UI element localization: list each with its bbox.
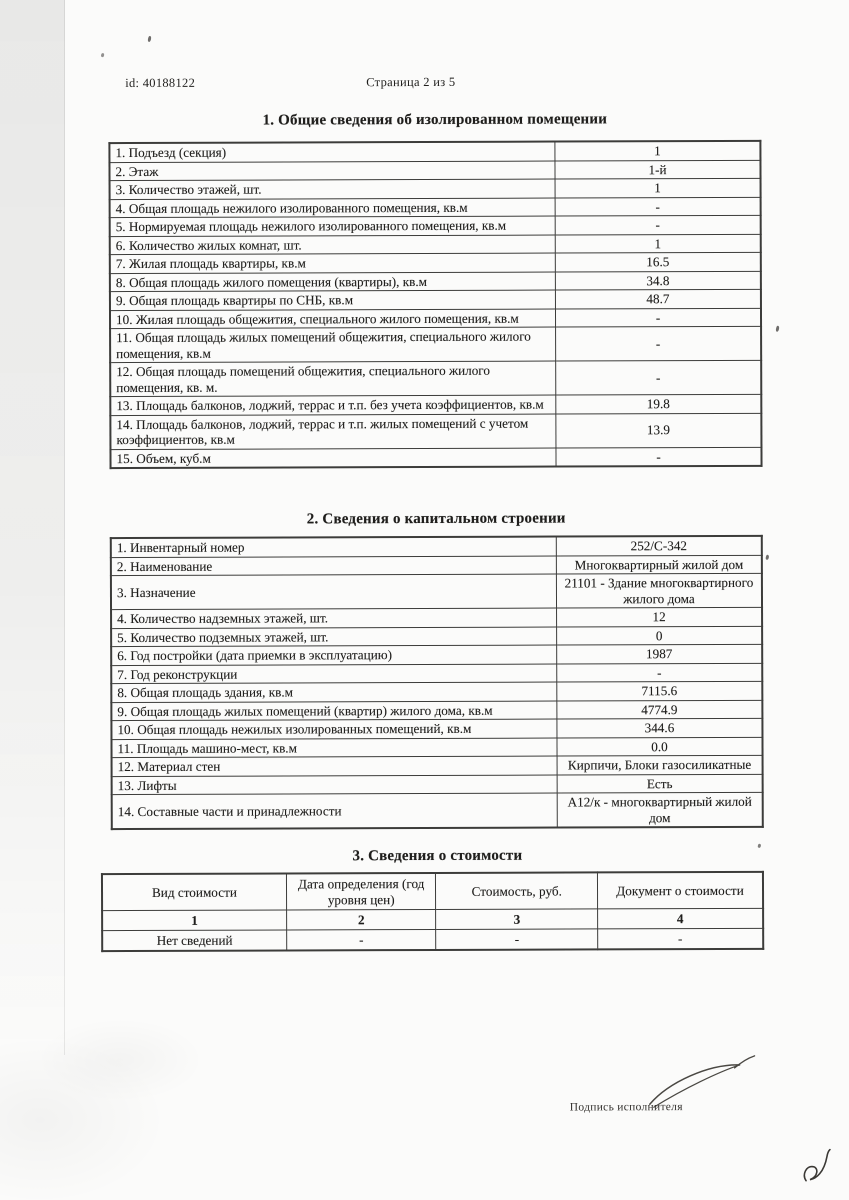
table-row: [110, 252, 761, 273]
row-value: -: [556, 360, 762, 395]
row-label: 4. Общая площадь нежилого изолированного помещения, кв.м: [110, 198, 556, 218]
cost-table-number-row: [102, 908, 763, 930]
table-row: [110, 234, 761, 255]
table-row: [111, 626, 762, 647]
row-label: 6. Год постройки (дата приемки в эксплуатацию): [111, 645, 557, 665]
table-row: [110, 178, 761, 199]
table-row: [111, 681, 762, 702]
row-label: 2. Наименование: [111, 556, 557, 576]
row-label: 1. Инвентарный номер: [111, 537, 557, 558]
row-label: 5. Нормируемая площадь нежилого изолированного помещения, кв.м: [110, 216, 556, 236]
table-row: [111, 555, 762, 576]
row-value: -: [555, 197, 761, 216]
table-row: [112, 755, 763, 776]
table-row: [111, 536, 762, 557]
table-row: [111, 718, 762, 739]
section2-title: 2. Сведения о капитальном строении: [306, 510, 566, 528]
cost-header-date: Дата определения (год уровня цен): [286, 873, 436, 910]
row-value: 16.5: [555, 252, 761, 271]
row-label: 13. Площадь балконов, лоджий, террас и т.п. без учета коэффициентов, кв.м: [110, 395, 556, 415]
cost-header-document: Документ о стоимости: [597, 872, 763, 909]
table-row: [111, 737, 762, 758]
table-row: [111, 644, 762, 665]
row-label: 7. Год реконструкции: [111, 664, 557, 684]
row-label: 9. Общая площадь квартиры по СНБ, кв.м: [110, 290, 556, 310]
handwritten-corner-mark: [800, 1149, 832, 1187]
scan-speck: [101, 53, 105, 58]
row-label: 8. Общая площадь жилого помещения (квартиры), кв.м: [110, 272, 556, 292]
row-value: 1: [555, 141, 761, 161]
table-row: [110, 215, 761, 236]
row-value: 21101 - Здание многоквартирного жилого дома: [556, 573, 762, 608]
row-value: 4774.9: [557, 700, 763, 719]
table-row: [110, 447, 761, 468]
row-label: 14. Площадь балконов, лоджий, террас и т.п. жилых помещений с учетом коэффициентов, кв.м: [110, 414, 556, 450]
row-value: А12/к - многоквартирный жилой дом: [557, 792, 763, 827]
row-label: 11. Общая площадь жилых помещений общежития, специального жилого помещения, кв.м: [110, 327, 556, 363]
row-label: 3. Количество этажей, шт.: [110, 179, 556, 199]
row-label: 1. Подъезд (секция): [109, 142, 555, 163]
row-label: 3. Назначение: [111, 574, 557, 610]
cost-header-value: Стоимость, руб.: [436, 872, 598, 909]
table-row: [111, 573, 762, 609]
table-row: [109, 141, 760, 162]
row-value: 13.9: [556, 413, 762, 448]
column-number: 3: [436, 909, 598, 930]
row-label: 10. Общая площадь нежилых изолированных помещений, кв.м: [111, 719, 557, 739]
scan-speck: [765, 555, 769, 561]
page-number-indicator: Страница 2 из 5: [366, 74, 456, 90]
row-label: 11. Площадь машино-мест, кв.м: [111, 738, 557, 758]
cost-cell: -: [287, 929, 437, 950]
table-row: [110, 197, 761, 218]
row-value: 48.7: [555, 289, 761, 308]
table-row: [110, 326, 761, 362]
row-label: 15. Объем, куб.м: [110, 448, 556, 469]
cost-cell: Нет сведений: [102, 930, 286, 951]
table-row: [110, 289, 761, 310]
table-row: [110, 413, 761, 449]
row-value: -: [556, 447, 762, 467]
row-value: Кирпичи, Блоки газосиликатные: [557, 755, 763, 774]
row-label: 8. Общая площадь здания, кв.м: [111, 682, 557, 702]
row-label: 13. Лифты: [112, 775, 558, 795]
table-row: [111, 607, 762, 628]
cost-table-header-row: [102, 872, 763, 911]
row-value: 344.6: [557, 718, 763, 737]
row-label: 9. Общая площадь жилых помещений (квартир) жилого дома, кв.м: [111, 701, 557, 721]
table-row: [112, 774, 763, 795]
row-value: 34.8: [555, 271, 761, 290]
row-value: 12: [557, 607, 763, 626]
row-label: 10. Жилая площадь общежития, специального жилого помещения, кв.м: [110, 309, 556, 329]
table-row: [110, 394, 761, 415]
row-value: -: [555, 308, 761, 327]
table-row: [111, 700, 762, 721]
table-isolated-premises-info: [108, 140, 762, 469]
scan-speck: [775, 325, 779, 332]
row-value: -: [556, 326, 762, 361]
row-value: 1-й: [555, 160, 761, 179]
row-label: 14. Составные части и принадлежности: [112, 793, 558, 829]
section1-title: 1. Общие сведения об изолированном помещении: [262, 111, 608, 129]
row-value: -: [557, 663, 763, 682]
cost-cell: -: [436, 929, 598, 950]
table-row: [111, 663, 762, 684]
table-row: [112, 792, 763, 829]
document-id: id: 40188122: [125, 75, 196, 91]
table-capital-structure-info: [110, 535, 764, 830]
table-row: [110, 271, 761, 292]
row-label: 2. Этаж: [109, 161, 555, 181]
cost-header-type: Вид стоимости: [102, 873, 286, 910]
row-label: 4. Количество надземных этажей, шт.: [111, 608, 557, 628]
row-value: 0: [557, 626, 763, 645]
row-value: Многоквартирный жилой дом: [556, 555, 762, 574]
row-value: 1: [555, 234, 761, 253]
row-value: 252/С-342: [556, 536, 762, 556]
section3-title: 3. Сведения о стоимости: [352, 847, 523, 865]
row-value: 1987: [557, 644, 763, 663]
row-value: 19.8: [556, 394, 762, 413]
scan-speck: [147, 36, 151, 43]
cost-cell: -: [598, 928, 764, 949]
table-row: [110, 308, 761, 329]
row-value: 0.0: [557, 737, 763, 756]
row-label: 12. Общая площадь помещений общежития, специального жилого помещения, кв. м.: [110, 361, 556, 397]
row-value: 1: [555, 178, 761, 197]
row-value: 7115.6: [557, 681, 763, 700]
row-value: Есть: [557, 774, 763, 793]
table-row: [109, 160, 760, 181]
row-label: 6. Количество жилых комнат, шт.: [110, 235, 556, 255]
column-number: 1: [102, 910, 286, 931]
table-row: [110, 360, 761, 396]
column-number: 2: [286, 909, 436, 930]
row-label: 12. Материал стен: [112, 756, 558, 776]
column-number: 4: [598, 908, 764, 929]
row-label: 5. Количество подземных этажей, шт.: [111, 627, 557, 647]
table-cost-info: [101, 871, 764, 952]
row-label: 7. Жилая площадь квартиры, кв.м: [110, 253, 556, 273]
signature-caption: Подпись исполнителя: [569, 1101, 683, 1114]
row-value: -: [555, 215, 761, 234]
cost-table-data-row: [102, 928, 763, 951]
